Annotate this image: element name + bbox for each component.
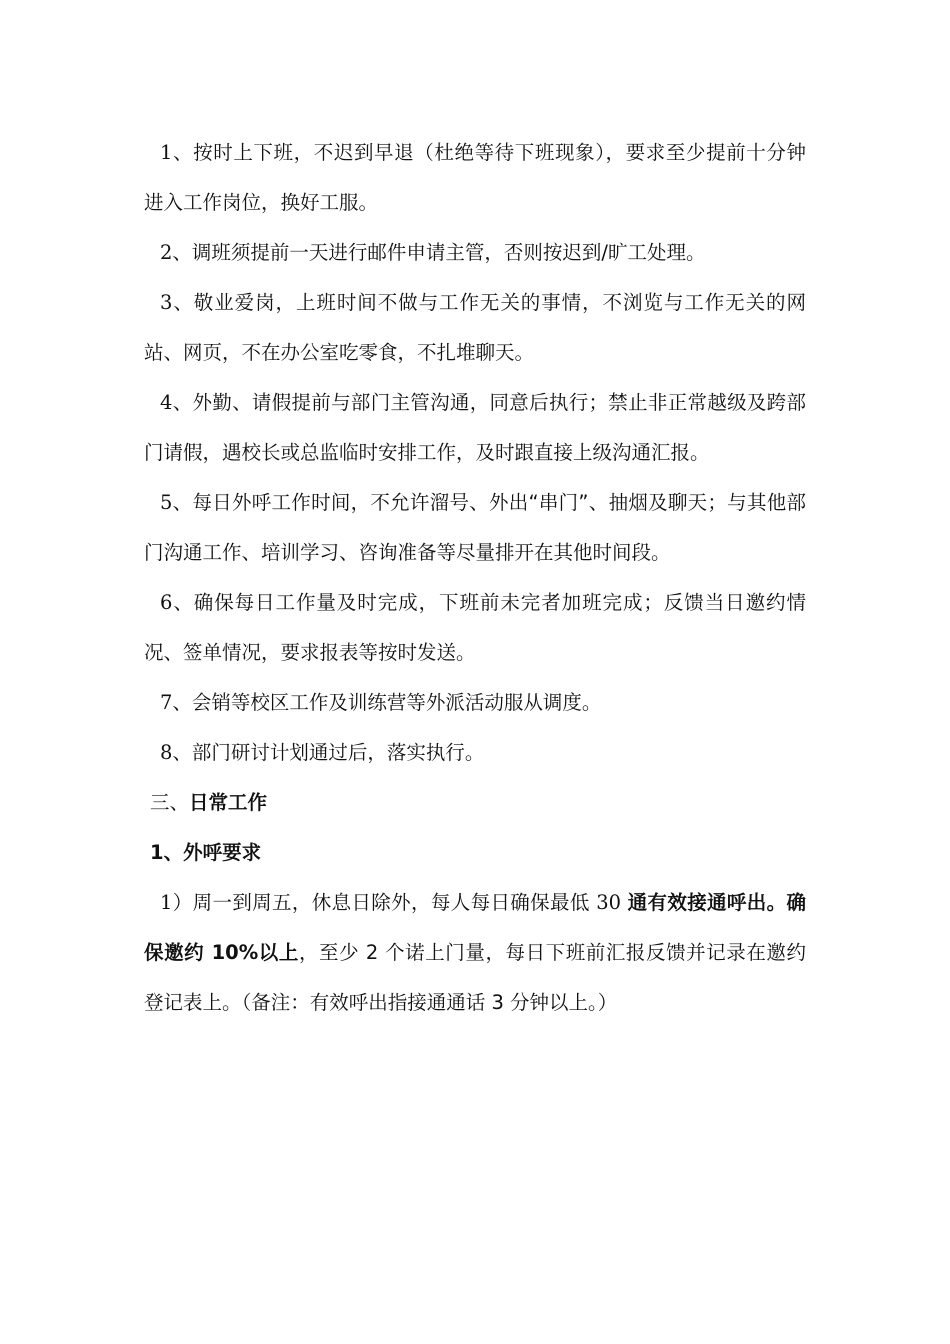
rule-4-text: 外勤、请假提前与部门主管沟通，同意后执行；禁止非正常越级及跨部门请假，遇校长或总监临时安排工作，及时跟直接上级沟通汇报。 — [144, 391, 806, 464]
document-page — [144, 128, 806, 1028]
rule-5 — [144, 478, 806, 578]
rule-6-text: 确保每日工作量及时完成，下班前未完者加班完成；反馈当日邀约情况、签单情况，要求报表等按时发送。 — [144, 591, 806, 664]
subsection-1-heading-text: 1、外呼要求 — [150, 841, 262, 864]
call-requirement-1-text: ，至少 2 个诺上门量，每日下班前汇报反馈并记录在邀约登记表上。（备注：有效呼出指接通通话 3 分钟以上。） — [144, 941, 806, 1014]
rule-2-text: 2、 — [160, 241, 192, 264]
call-requirement-1-text: 通有效接通呼出。确保邀约 10%以上 — [144, 891, 806, 964]
rule-1-text: 1、按时上下班，不迟到早退（杜绝等待下班现象），要求至少提前十分钟进入工作岗位，换好 — [144, 141, 806, 214]
rule-3-text: 敬业爱岗，上班时间不做与工作无关的事情，不浏览与工作无关的网站、网页，不在办公室吃零食，不扎堆聊天。 — [144, 291, 806, 364]
rule-2-text: 调班须提前一天进行邮件申请主管，否则按迟到/旷工处理。 — [191, 241, 706, 264]
rule-5-text: 每日外呼工作时间，不允许溜号、外出“串门”、抽烟及聊天；与其他部门沟通工作、培训学习、咨询准备等尽量排开在其他时间段。 — [144, 491, 806, 564]
rule-6 — [144, 578, 806, 678]
section-3-heading-text: 三、 — [150, 791, 190, 814]
rule-8 — [144, 728, 806, 778]
call-requirement-1-text: 1）周一到周五，休息日除外，每人每日确保最低 30 — [160, 891, 628, 914]
rule-4-text: 4、 — [160, 391, 193, 414]
section-3-heading — [144, 778, 806, 828]
rule-8-text: 8、 — [160, 741, 192, 764]
rule-3 — [144, 278, 806, 378]
rule-8-text: 部门研讨计划通过后，落实执行。 — [191, 741, 485, 764]
rule-7-text: 7、 — [160, 691, 192, 714]
rule-3-text: 3、 — [160, 291, 194, 314]
rule-7-text: 会销等校区工作及训练营等外派活动服从调度。 — [191, 691, 602, 714]
section-3-heading-text: 日常工作 — [189, 791, 268, 814]
rule-7 — [144, 678, 806, 728]
rule-4 — [144, 378, 806, 478]
rule-5-text: 5、 — [160, 491, 193, 514]
rule-1 — [144, 128, 806, 228]
call-requirement-1 — [144, 878, 806, 1028]
subsection-1-heading — [144, 828, 806, 878]
rule-1-text: 工服。 — [319, 191, 379, 214]
rule-6-text: 6、 — [160, 591, 194, 614]
rule-2 — [144, 228, 806, 278]
